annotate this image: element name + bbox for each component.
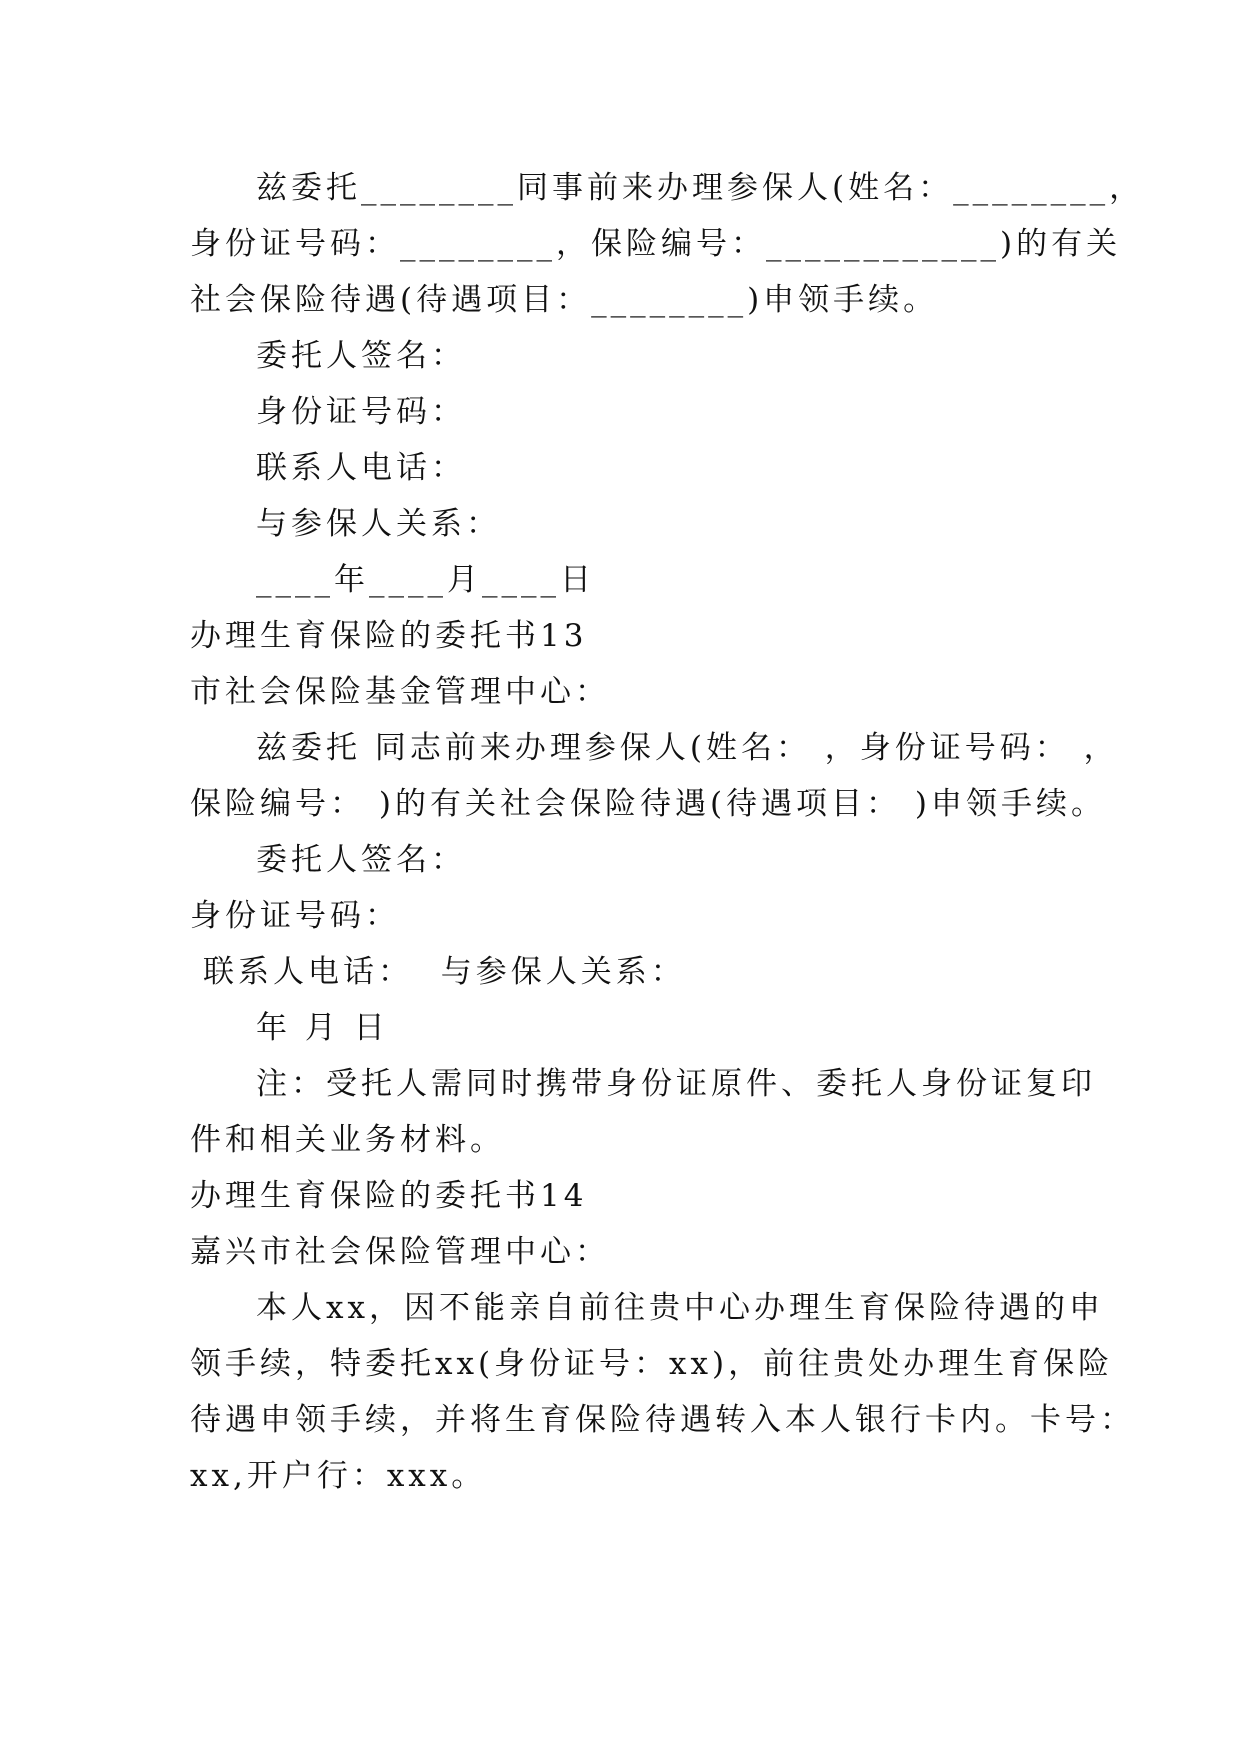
paragraph-line: 兹委托________同事前来办理参保人(姓名：________，	[256, 170, 1145, 206]
section-heading: 办理生育保险的委托书13	[190, 618, 588, 654]
paragraph-line: 待遇申领手续，并将生育保险待遇转入本人银行卡内。卡号：	[190, 1402, 1135, 1438]
relationship-label: 与参保人关系：	[256, 506, 501, 542]
id-number-label: 身份证号码：	[190, 898, 400, 934]
date-line: 年 月 日	[256, 1010, 389, 1046]
paragraph-line: 本人xx，因不能亲自前往贵中心办理生育保险待遇的申	[256, 1290, 1104, 1326]
id-number-label: 身份证号码：	[256, 394, 466, 430]
contact-relationship-line: 联系人电话： 与参保人关系：	[203, 954, 686, 990]
section-heading: 办理生育保险的委托书14	[190, 1178, 588, 1214]
contact-phone-label: 联系人电话：	[256, 450, 466, 486]
paragraph-line: xx,开户行：xxx。	[190, 1458, 487, 1494]
paragraph-line: 身份证号码：________，保险编号：____________)的有关	[190, 226, 1122, 262]
note-line: 注：受托人需同时携带身份证原件、委托人身份证复印	[256, 1066, 1096, 1102]
signature-label: 委托人签名：	[256, 842, 466, 878]
signature-label: 委托人签名：	[256, 338, 466, 374]
paragraph-line: 领手续，特委托xx(身份证号：xx)，前往贵处办理生育保险	[190, 1346, 1114, 1382]
addressee: 嘉兴市社会保险管理中心：	[190, 1234, 610, 1270]
paragraph-line: 社会保险待遇(待遇项目：________)申领手续。	[190, 282, 939, 318]
note-line: 件和相关业务材料。	[190, 1122, 505, 1158]
paragraph-line: 保险编号： )的有关社会保险待遇(待遇项目： )申领手续。	[190, 786, 1106, 822]
addressee: 市社会保险基金管理中心：	[190, 674, 610, 710]
paragraph-line: 兹委托 同志前来办理参保人(姓名： ，身份证号码： ，	[256, 730, 1119, 766]
date-line: ____年____月____日	[256, 562, 595, 598]
